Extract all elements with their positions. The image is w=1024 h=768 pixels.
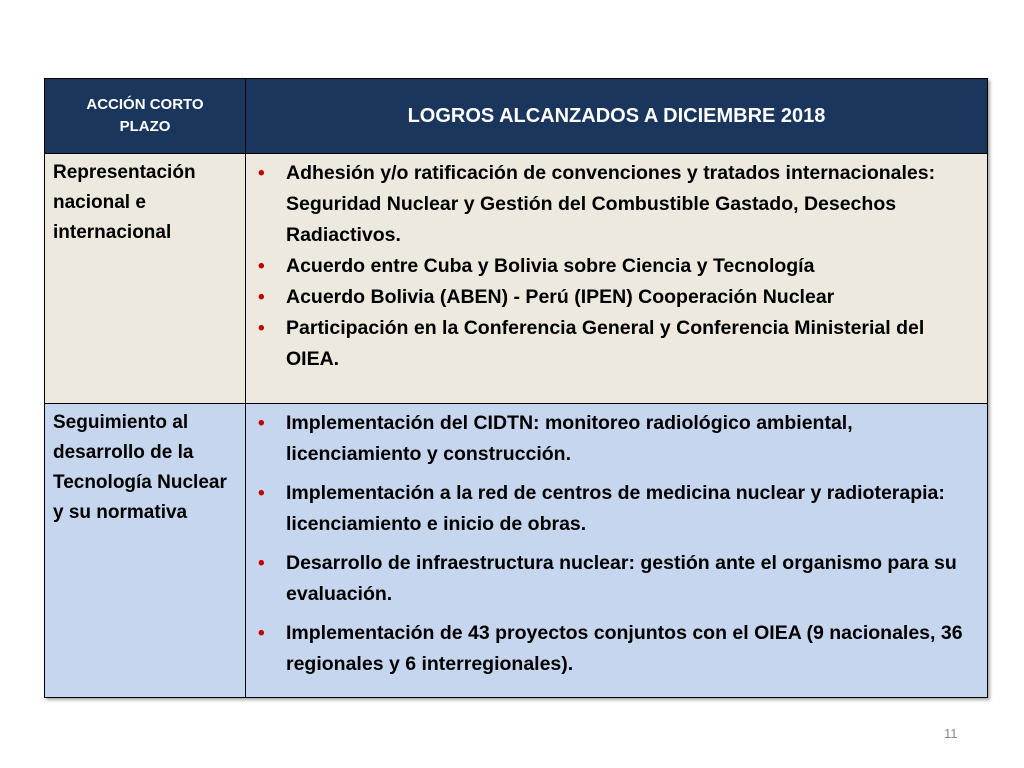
table-row <box>45 404 988 698</box>
list-item: • Implementación del CIDTN: monitoreo radiológico ambiental, licenciamiento y construcción. <box>256 408 977 470</box>
table-header-row <box>45 79 988 154</box>
achievements-cell <box>246 404 988 698</box>
achievements-cell <box>246 154 988 404</box>
list-item: • Participación en la Conferencia General y Conferencia Ministerial del OIEA. <box>256 313 977 375</box>
list-item: • Desarrollo de infraestructura nuclear: gestión ante el organismo para su evaluación. <box>256 548 977 610</box>
achievements-list <box>246 154 987 375</box>
list-item: • Implementación de 43 proyectos conjuntos con el OIEA (9 nacionales, 36 regionales y 6 interregionales). <box>256 618 977 680</box>
achievements-table <box>44 78 988 698</box>
page-number: 11 <box>944 726 958 741</box>
list-item: • Implementación a la red de centros de medicina nuclear y radioterapia: licenciamiento e inicio de obras. <box>256 478 977 540</box>
list-item: • Acuerdo Bolivia (ABEN) - Perú (IPEN) Cooperación Nuclear <box>256 282 977 313</box>
table-row <box>45 154 988 404</box>
list-item: • Acuerdo entre Cuba y Bolivia sobre Ciencia y Tecnología <box>256 251 977 282</box>
list-item: • Adhesión y/o ratificación de convenciones y tratados internacionales: Seguridad Nuclear y Gestión del Combustible Gastado, Desechos Radiactivos. <box>256 158 977 251</box>
header-action: ACCIÓN CORTO PLAZO <box>45 79 246 154</box>
action-cell: Representación nacional e internacional <box>45 154 246 404</box>
action-cell: Seguimiento al desarrollo de la Tecnología Nuclear y su normativa <box>45 404 246 698</box>
header-achievements: LOGROS ALCANZADOS A DICIEMBRE 2018 <box>246 79 988 154</box>
achievements-list <box>246 404 987 680</box>
